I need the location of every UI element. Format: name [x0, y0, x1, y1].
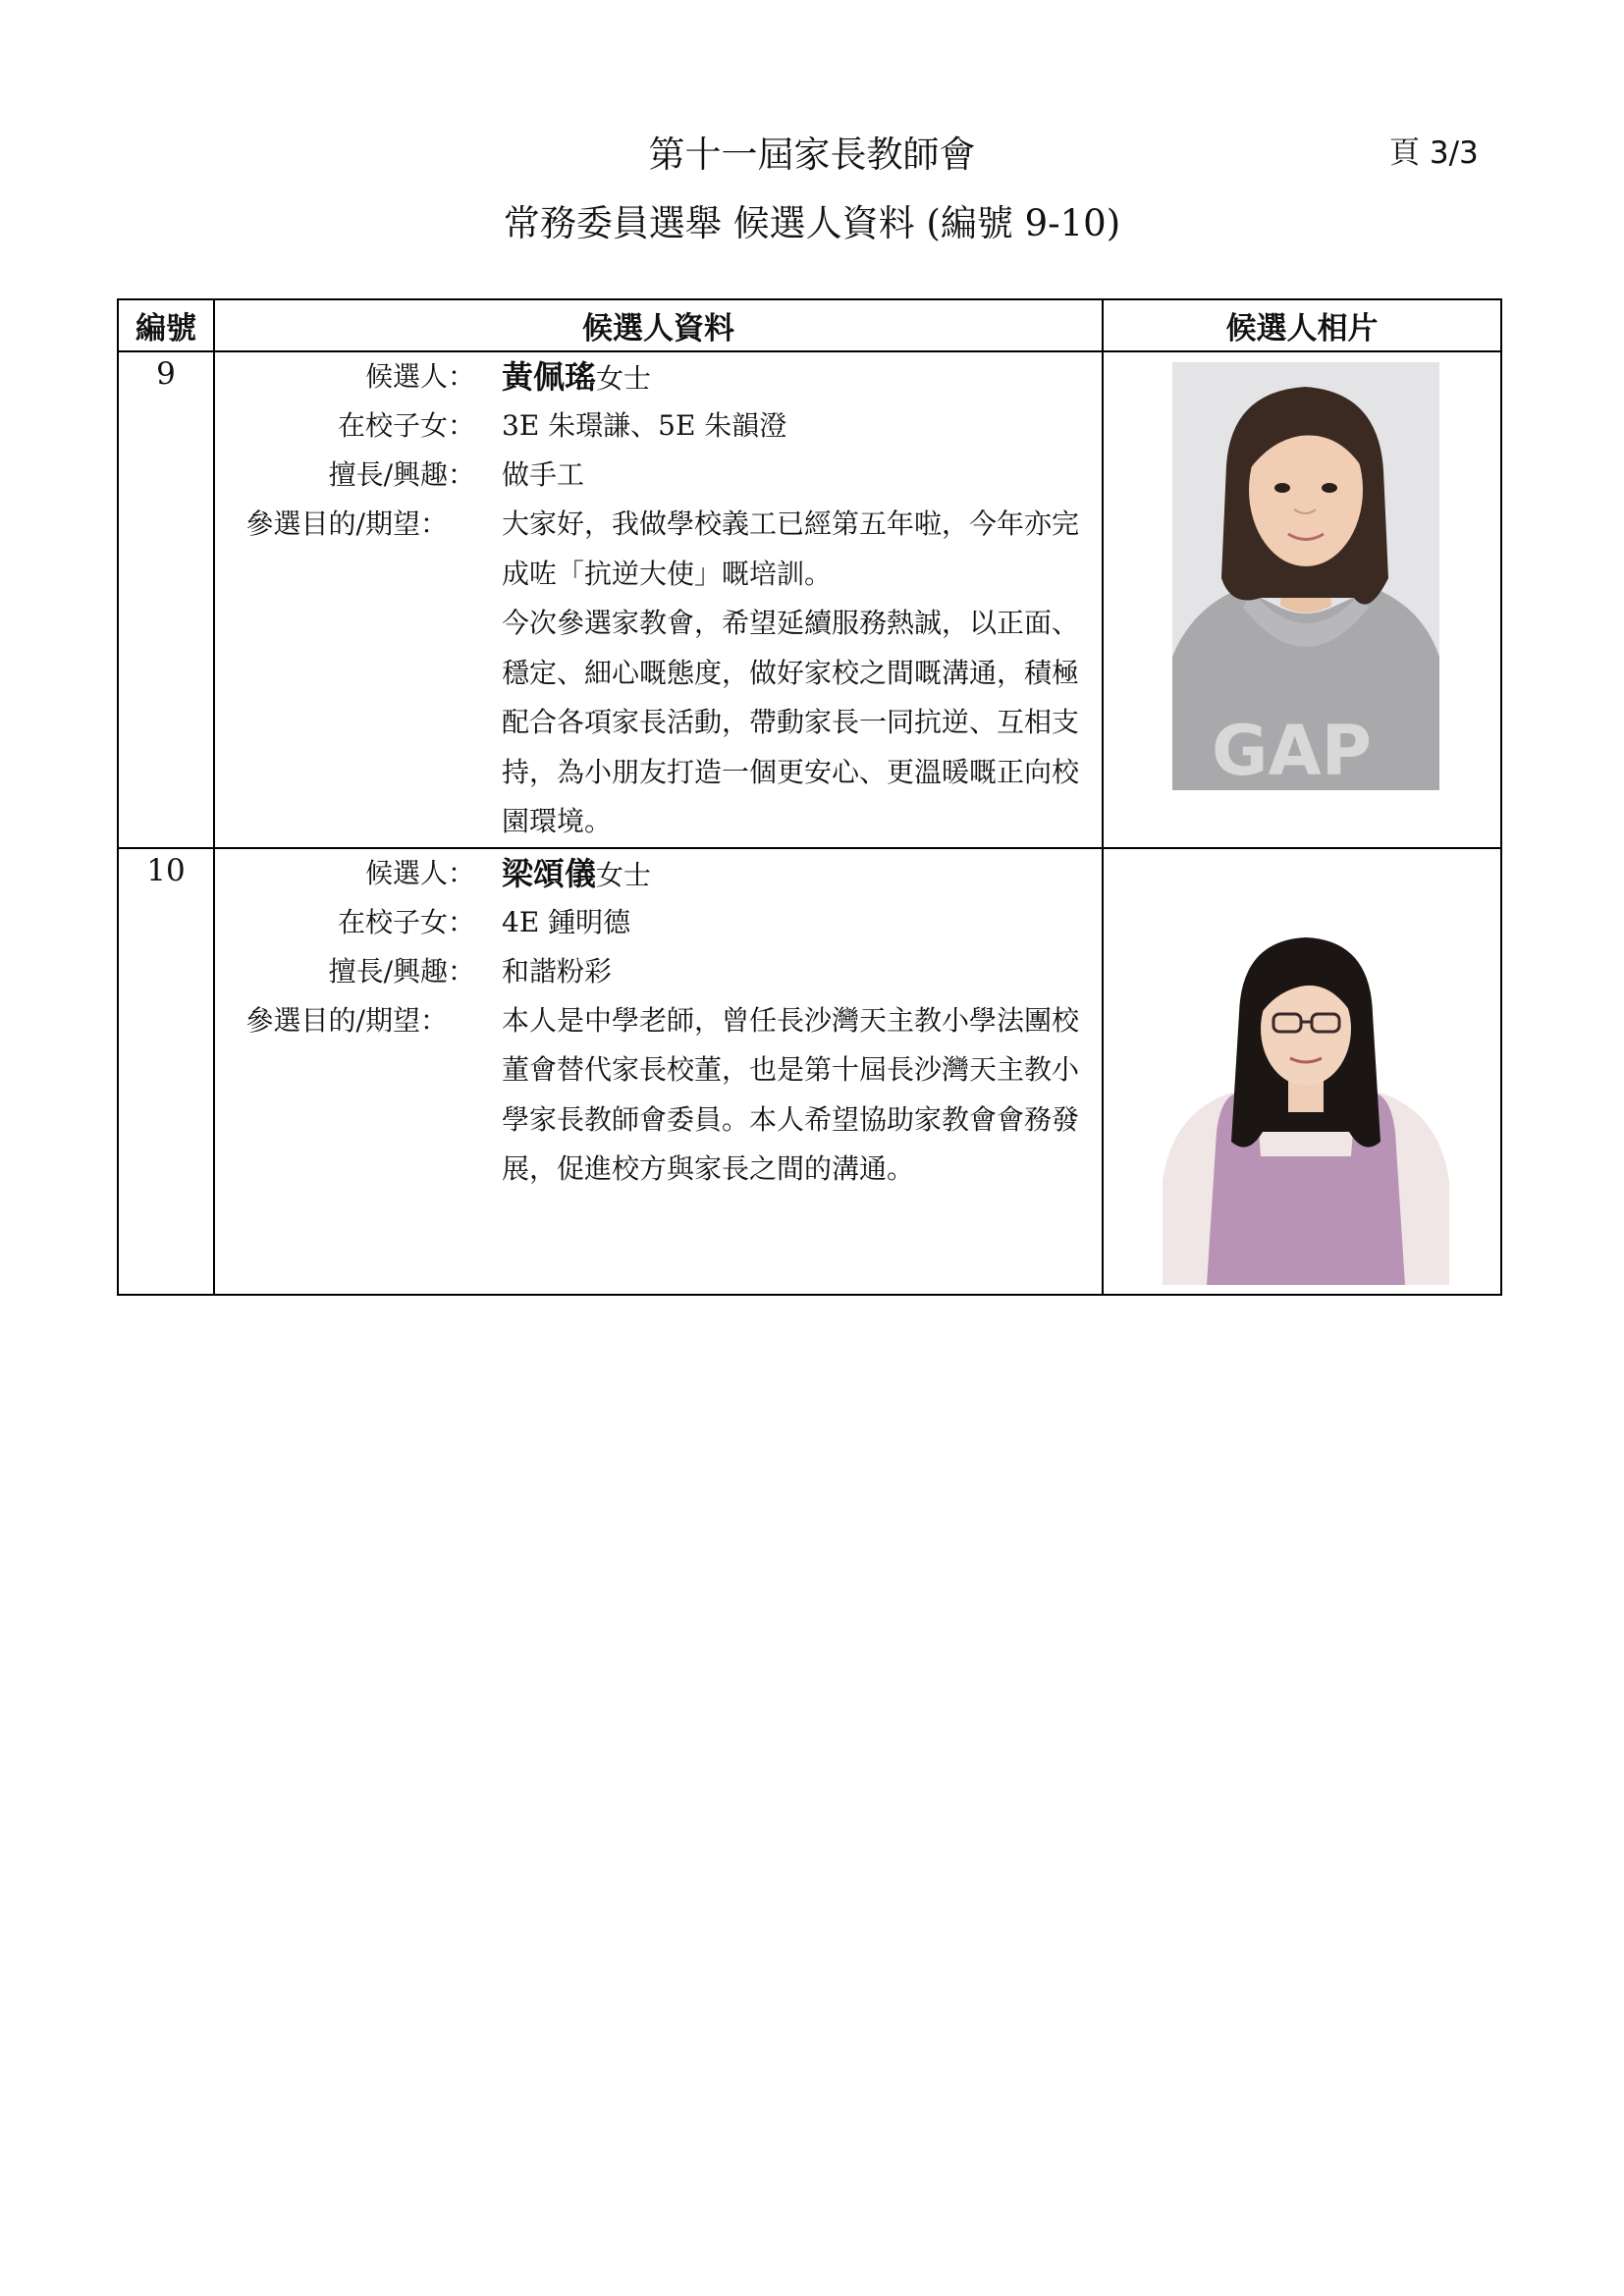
- candidate-photo-cell: [1103, 351, 1501, 848]
- children-row: [215, 401, 1102, 451]
- candidate-label: 候選人: [364, 856, 448, 889]
- colon: ：: [448, 360, 476, 393]
- candidate-name: 梁頌儀: [502, 854, 597, 892]
- aim-paragraph: 本人是中學老師，曾任長沙灣天主教小學法團校董會替代家長校董，也是第十屆長沙灣天主教小學家長教師會委員。本人希望協助家教會會務發展，促進校方與家長之間的溝通。: [502, 1003, 1080, 1185]
- aim-label: 參選目的/期望: [245, 507, 420, 540]
- table-header-row: [118, 299, 1501, 351]
- colon: ：: [448, 856, 476, 889]
- candidate-table: [117, 298, 1502, 1296]
- header-photo: 候選人相片: [1103, 299, 1501, 351]
- aim-paragraph: 今次參選家教會，希望延續服務熱誠，以正面、穩定、細心嘅態度，做好家校之間嘅溝通，積極配合各項家長活動，帶動家長一同抗逆、互相支持，為小朋友打造一個更安心、更溫暖嘅正向校園環境。: [502, 607, 1080, 837]
- header-info: 候選人資料: [214, 299, 1103, 351]
- colon: ：: [448, 905, 476, 938]
- candidate-name: 黃佩瑤: [502, 358, 597, 396]
- document-title: 第十一屆家長教師會: [648, 133, 976, 176]
- table-row: [118, 351, 1501, 848]
- hobby-value: 做手工: [502, 458, 585, 491]
- table-row: [118, 848, 1501, 1295]
- children-row: [215, 898, 1102, 947]
- colon: ：: [419, 1003, 448, 1037]
- aim-label: 參選目的/期望: [245, 1003, 420, 1037]
- aim-row: [215, 500, 1102, 847]
- children-label: 在校子女: [337, 905, 448, 938]
- aim-row: [215, 996, 1102, 1195]
- children-value: 4E 鍾明德: [502, 905, 631, 938]
- candidate-label: 候選人: [364, 360, 448, 393]
- colon: ：: [448, 458, 476, 491]
- candidate-name-row: [215, 352, 1102, 401]
- candidate-info-cell: [214, 848, 1103, 1295]
- candidate-photo-cell: [1103, 848, 1501, 1295]
- page-number: 頁 3/3: [1389, 135, 1479, 171]
- candidate-title: 女士: [596, 858, 652, 891]
- hobby-label: 擅長/興趣: [328, 954, 448, 988]
- hobby-row: [215, 451, 1102, 500]
- colon: ：: [419, 507, 448, 540]
- colon: ：: [448, 954, 476, 988]
- document-subtitle: 常務委員選舉 候選人資料 (編號 9-10): [503, 202, 1121, 244]
- candidate-photo: [1163, 935, 1449, 1285]
- colon: ：: [448, 409, 476, 442]
- candidate-title: 女士: [596, 362, 652, 395]
- candidate-number: 9: [118, 351, 214, 848]
- aim-text: [502, 500, 1102, 847]
- candidate-photo: [1172, 362, 1439, 790]
- svg-text:GAP: GAP: [1212, 711, 1372, 790]
- candidate-name-row: [215, 849, 1102, 898]
- aim-paragraph: 大家好，我做學校義工已經第五年啦，今年亦完成咗「抗逆大使」嘅培訓。: [502, 507, 1080, 590]
- candidate-number: 10: [118, 848, 214, 1295]
- candidate-info-cell: [214, 351, 1103, 848]
- children-value: 3E 朱璟謙、5E 朱韻澄: [502, 409, 787, 442]
- hobby-label: 擅長/興趣: [328, 458, 448, 491]
- aim-text: [502, 996, 1102, 1195]
- children-label: 在校子女: [337, 409, 448, 442]
- header-number: 編號: [118, 299, 214, 351]
- hobby-row: [215, 947, 1102, 996]
- hobby-value: 和諧粉彩: [502, 954, 613, 988]
